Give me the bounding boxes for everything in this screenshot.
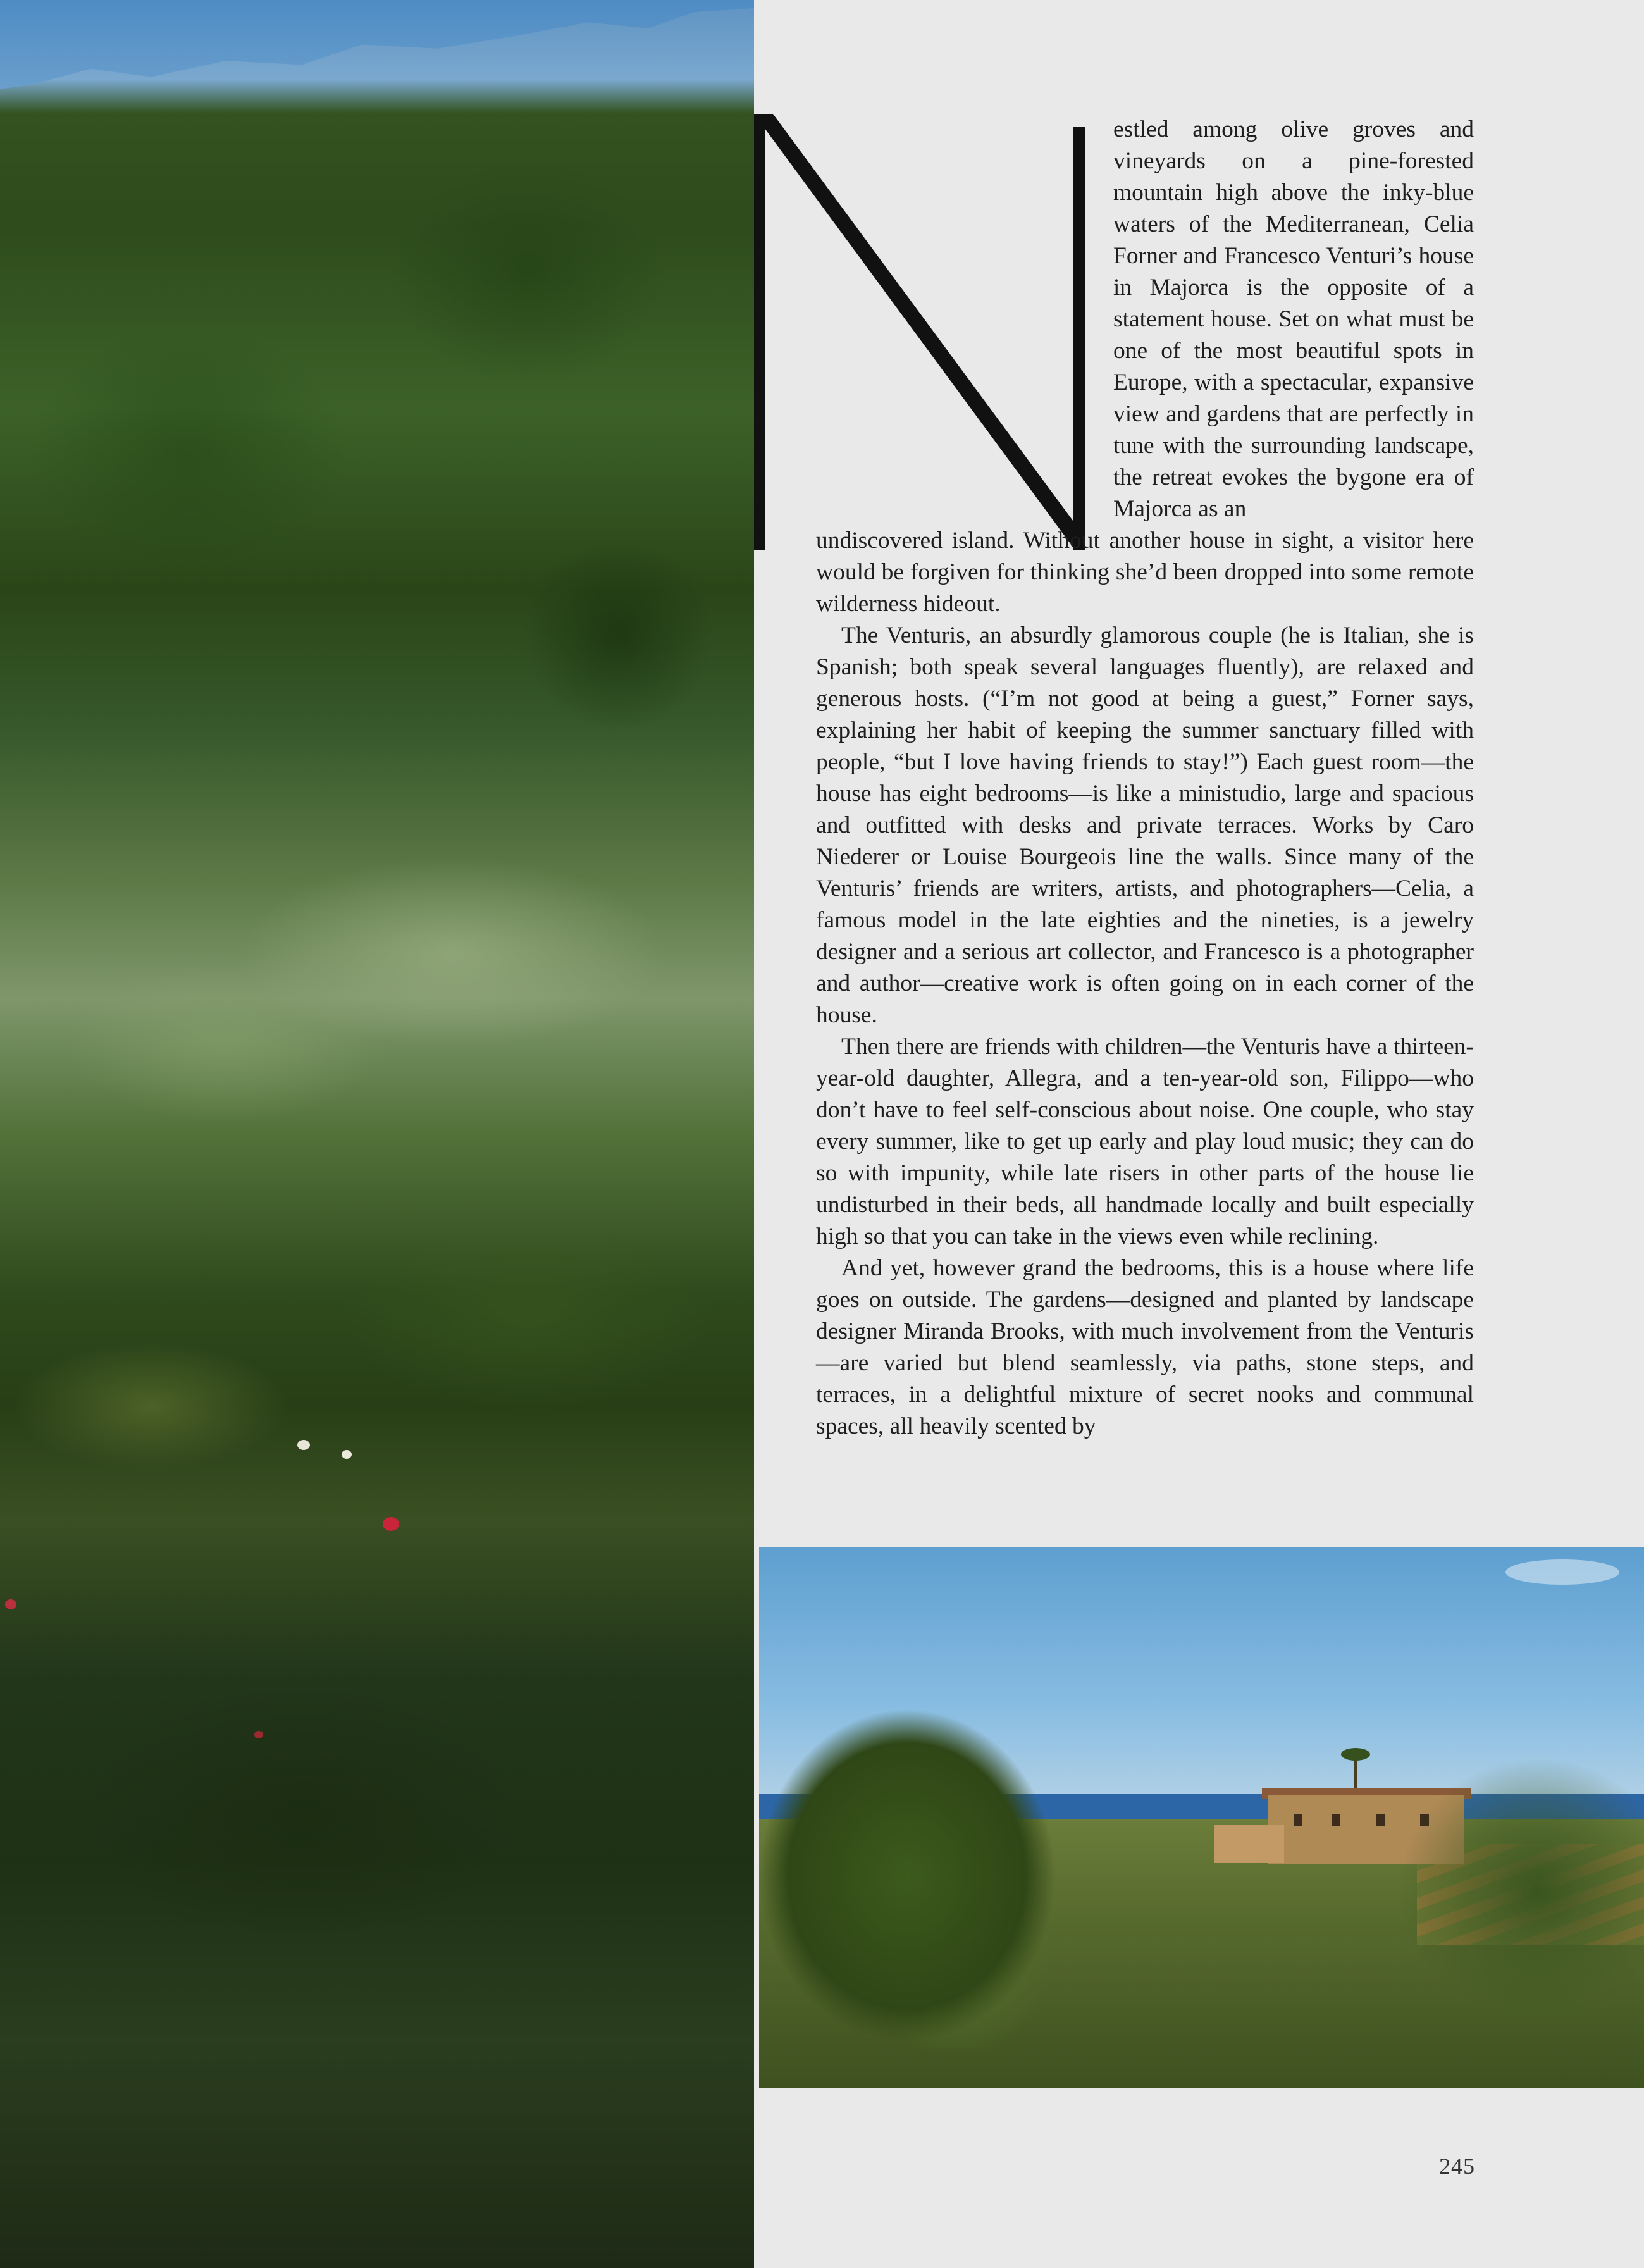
foreground-trees — [1378, 1749, 1644, 2088]
article-paragraph: The Venturis, an absurdly glamorous couple (he is Italian, she is Spanish; both speak several languages fluently), are relaxed and generous hosts. (“I’m not good at being a guest,” Forner says, explaining her habit of keeping the summer sanctuary filled with people, “but I love having friends to stay!”) Each guest room—the house has eight bedrooms—is like a ministudio, large and spacious and outfitted with desks and private terraces. Works by Caro Niederer or Louise Bourgeois line the walls. Since many of the Venturis’ friends are writers, artists, and photographers—Celia, a famous model in the late eighties and the nineties, is a jewelry designer and a serious art collector, and Francesco is a photographer and author—creative work is often going on in each corner of the house. — [816, 623, 1474, 1028]
house-view-photo — [759, 1547, 1644, 2088]
article-paragraph-lead: estled among olive groves and vineyards on a pine-forested mountain high above the inky-blue waters of the Mediterranean, Celia Forner and Francesco Venturi’s house in Majorca is the opposite of a statement house. Set on what must be one of the most beautiful spots in Europe, with a spectacular, expansive view and gardens that are perfectly in tune with the surrounding landscape, the retreat evokes the bygone era of Majorca as an — [1113, 116, 1474, 522]
rose-flower — [5, 1599, 16, 1609]
rose-flower — [254, 1731, 263, 1738]
foreground-trees — [759, 1654, 1088, 2088]
house-annex — [1214, 1825, 1284, 1863]
article-body — [816, 114, 1474, 1442]
article-paragraph: Then there are friends with children—the Venturis have a thirteen-year-old daughter, Allegra, and a ten-year-old son, Filippo—who don’t have to feel self-conscious about noise. One couple, who stay every summer, like to get up early and play loud music; they can do so with impunity, while late risers in other parts of the house lie undisturbed in their beds, all handmade locally and built especially high so that you can take in the views even while reclining. — [816, 1034, 1474, 1249]
palm-tree-crown — [1341, 1748, 1370, 1761]
article-paragraph: And yet, however grand the bedrooms, this is a house where life goes on outside. The gardens—designed and planted by landscape designer Miranda Brooks, with much involvement from the Venturis—are varied but blend seamlessly, via paths, stone steps, and terraces, in a delightful mixture of secret nooks and communal spaces, all heavily scented by — [816, 1255, 1474, 1439]
house-window — [1294, 1814, 1302, 1826]
drop-cap-stroke — [754, 114, 765, 550]
sky-area — [0, 0, 754, 202]
house-window — [1332, 1814, 1340, 1826]
rose-flower — [383, 1517, 399, 1531]
cloud — [1505, 1559, 1619, 1585]
garden-photo — [0, 0, 754, 2268]
rose-flower — [342, 1450, 352, 1459]
rose-flower — [297, 1440, 310, 1450]
article-paragraph: undiscovered island. Without another house in sight, a visitor here would be forgiven for thinking she’d been dropped into some remote wilderness hideout. — [816, 528, 1474, 617]
page-number: 245 — [1439, 2153, 1475, 2179]
